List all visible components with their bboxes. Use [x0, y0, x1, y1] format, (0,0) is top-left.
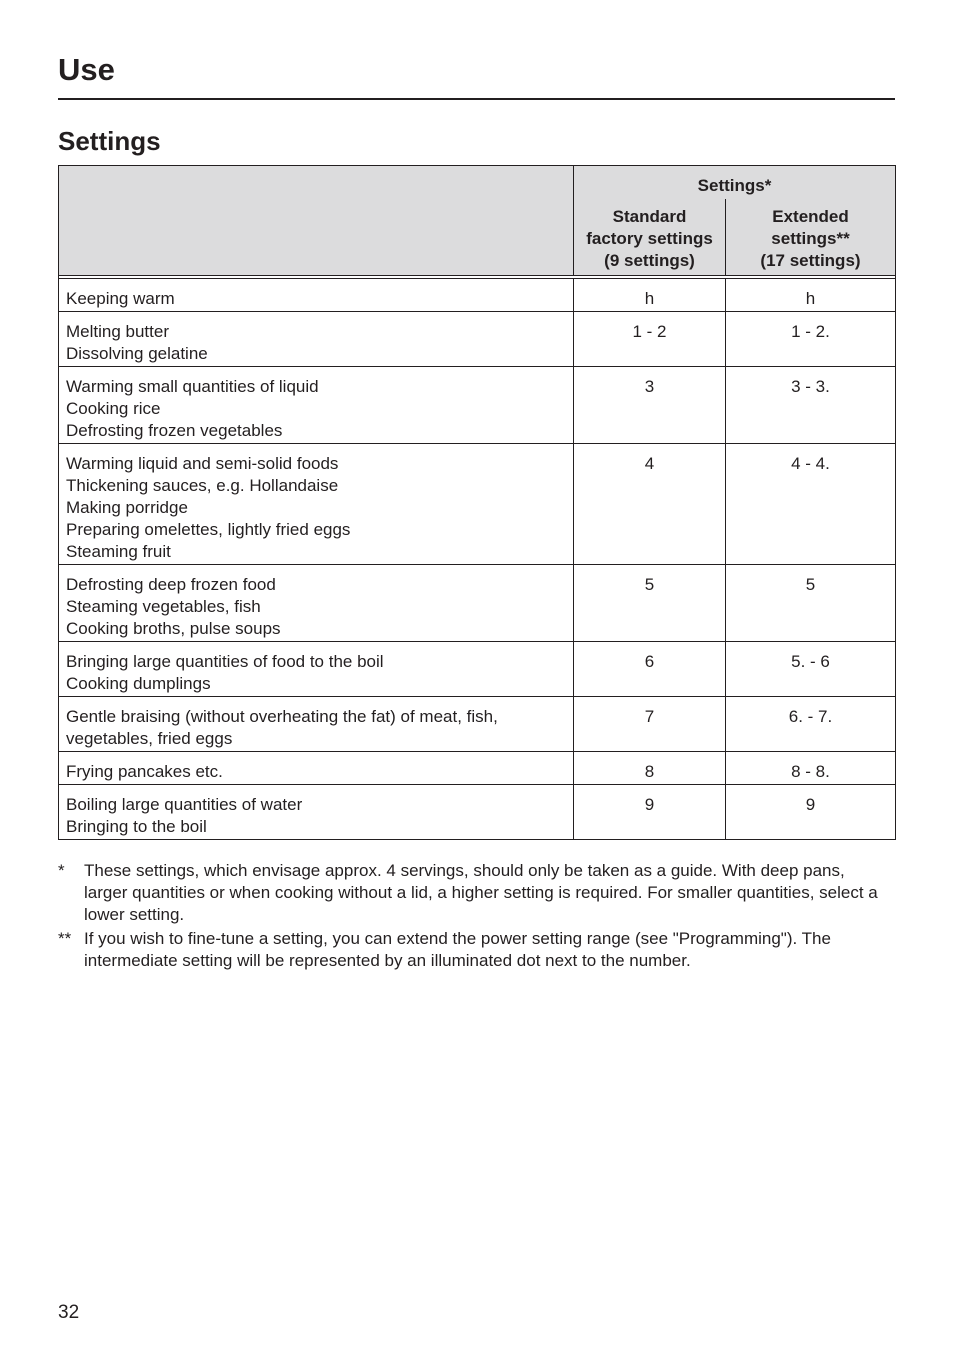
- table-body: [59, 279, 896, 840]
- header-standard-settings: [574, 199, 726, 276]
- use-cell: [59, 642, 574, 697]
- use-line: Melting butter: [66, 322, 169, 341]
- footnote: [58, 928, 878, 972]
- header-blank-cell: [59, 166, 574, 276]
- header-standard-line: (9 settings): [604, 251, 695, 270]
- use-line: Making porridge: [66, 498, 188, 517]
- use-cell: [59, 312, 574, 367]
- footnote-text: If you wish to fine-tune a setting, you can extend the power setting range (see "Programming"). The intermediate setting will be represented by an illuminated dot next to the number.: [84, 929, 831, 970]
- table-row: [59, 312, 896, 367]
- standard-setting-cell: 8: [574, 752, 726, 785]
- use-cell: [59, 752, 574, 785]
- page-title: Use: [58, 52, 115, 87]
- standard-setting-cell: 1 - 2: [574, 312, 726, 367]
- use-line: Gentle braising (without overheating the fat) of meat, fish,: [66, 707, 498, 726]
- use-line: Bringing to the boil: [66, 817, 207, 836]
- use-line: Steaming vegetables, fish: [66, 597, 261, 616]
- table-row: [59, 697, 896, 752]
- extended-setting-cell: 9: [726, 785, 896, 840]
- use-line: Keeping warm: [66, 289, 175, 308]
- extended-setting-cell: 5. - 6: [726, 642, 896, 697]
- use-line: Boiling large quantities of water: [66, 795, 303, 814]
- header-settings-group: Settings*: [574, 166, 896, 200]
- table-row: [59, 565, 896, 642]
- footnote-text: These settings, which envisage approx. 4 servings, should only be taken as a guide. With deep pans, larger quantities or when cooking without a lid, a higher setting is required. For smaller quantities, select a lower setting.: [84, 861, 878, 924]
- use-line: Bringing large quantities of food to the boil: [66, 652, 384, 671]
- use-line: Warming liquid and semi-solid foods: [66, 454, 339, 473]
- use-cell: [59, 279, 574, 312]
- page-number: 32: [58, 1302, 80, 1323]
- settings-table: [58, 165, 896, 840]
- use-line: Defrosting frozen vegetables: [66, 421, 283, 440]
- table-row: [59, 642, 896, 697]
- standard-setting-cell: 6: [574, 642, 726, 697]
- use-line: Warming small quantities of liquid: [66, 377, 319, 396]
- use-line: Thickening sauces, e.g. Hollandaise: [66, 476, 339, 495]
- extended-setting-cell: 6. - 7.: [726, 697, 896, 752]
- use-cell: [59, 367, 574, 444]
- use-cell: [59, 444, 574, 565]
- header-standard-line: Standard: [612, 207, 687, 226]
- use-line: vegetables, fried eggs: [66, 729, 233, 748]
- use-cell: [59, 565, 574, 642]
- table-row: [59, 444, 896, 565]
- header-extended-line: Extended: [772, 207, 849, 226]
- standard-setting-cell: 3: [574, 367, 726, 444]
- extended-setting-cell: 3 - 3.: [726, 367, 896, 444]
- table-row: [59, 367, 896, 444]
- extended-setting-cell: 4 - 4.: [726, 444, 896, 565]
- title-rule: [58, 98, 895, 100]
- header-extended-line: settings**: [771, 229, 850, 248]
- header-extended-line: (17 settings): [760, 251, 861, 270]
- header-standard-line: factory settings: [586, 229, 713, 248]
- standard-setting-cell: 7: [574, 697, 726, 752]
- extended-setting-cell: 5: [726, 565, 896, 642]
- standard-setting-cell: 9: [574, 785, 726, 840]
- standard-setting-cell: h: [574, 279, 726, 312]
- use-line: Frying pancakes etc.: [66, 762, 223, 781]
- extended-setting-cell: h: [726, 279, 896, 312]
- use-line: Cooking dumplings: [66, 674, 211, 693]
- header-extended-settings: [726, 199, 896, 276]
- use-line: Cooking broths, pulse soups: [66, 619, 281, 638]
- table-row: [59, 785, 896, 840]
- standard-setting-cell: 5: [574, 565, 726, 642]
- use-line: Cooking rice: [66, 399, 161, 418]
- use-line: Steaming fruit: [66, 542, 171, 561]
- use-cell: [59, 785, 574, 840]
- table-row: [59, 752, 896, 785]
- use-line: Preparing omelettes, lightly fried eggs: [66, 520, 351, 539]
- extended-setting-cell: 8 - 8.: [726, 752, 896, 785]
- table-header: [59, 166, 896, 279]
- extended-setting-cell: 1 - 2.: [726, 312, 896, 367]
- standard-setting-cell: 4: [574, 444, 726, 565]
- use-cell: [59, 697, 574, 752]
- footnote: [58, 860, 878, 926]
- section-title: Settings: [58, 126, 161, 156]
- footnote-mark: *: [58, 861, 65, 880]
- use-line: Defrosting deep frozen food: [66, 575, 276, 594]
- table-row: [59, 279, 896, 312]
- footnote-mark: **: [58, 929, 72, 948]
- footnotes: [58, 860, 878, 974]
- use-line: Dissolving gelatine: [66, 344, 208, 363]
